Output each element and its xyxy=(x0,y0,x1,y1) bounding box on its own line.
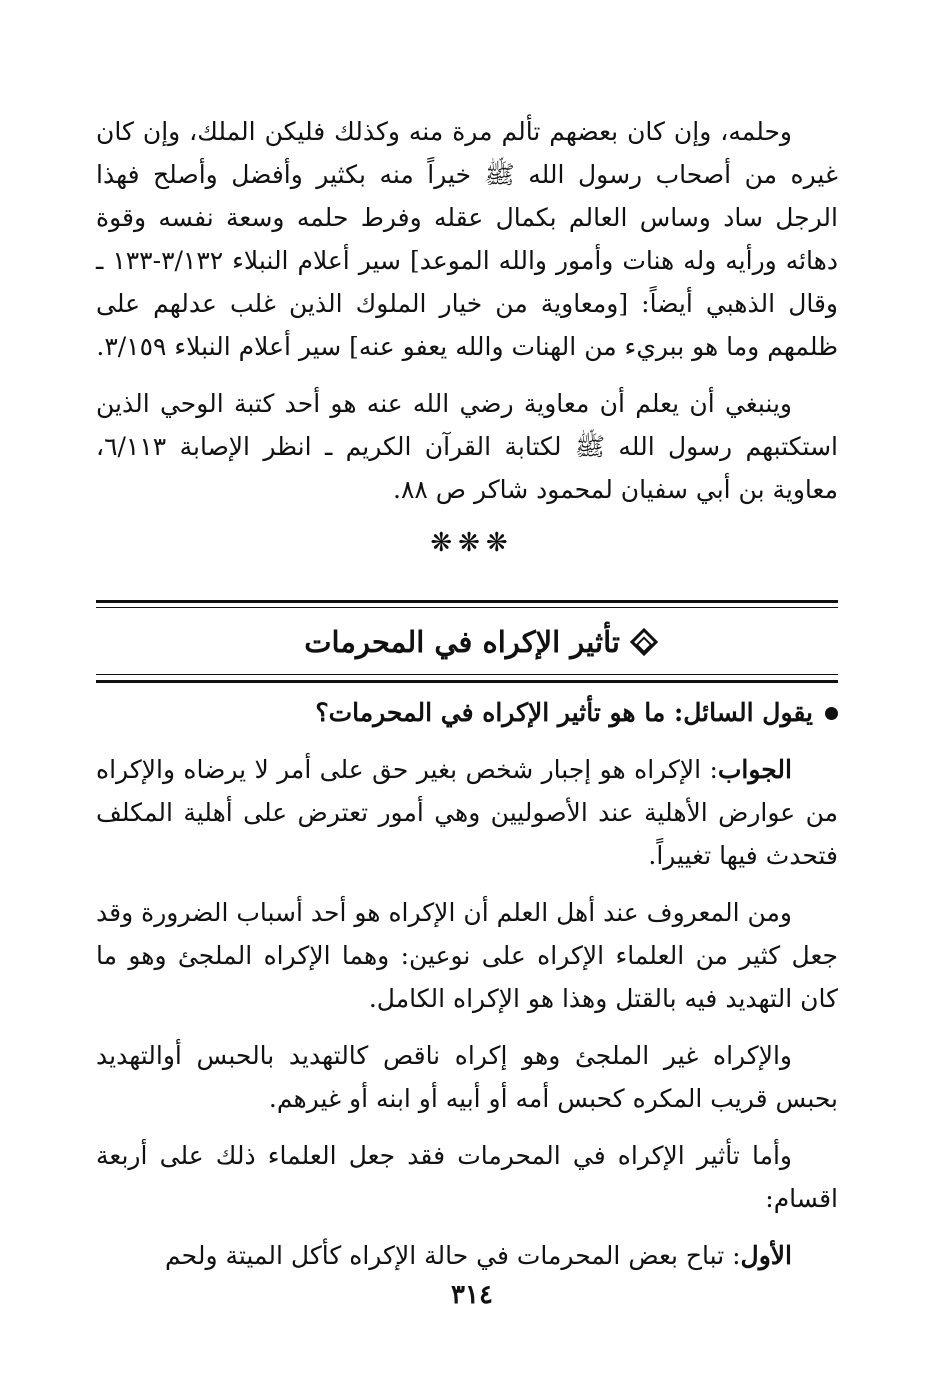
answer-paragraph-2: ومن المعروف عند أهل العلم أن الإكراه هو أحد أسباب الضرورة وقد جعل كثير من العلماء الإكراه على نوعين: وهما الإكراه الملجئ وهو ما كان التهديد فيه بالقتل وهذا هو الإكراه الكامل. xyxy=(96,898,838,1013)
answer-paragraph-1 xyxy=(96,748,838,877)
paragraph-muawiya-scribe: وينبغي أن يعلم أن معاوية رضي الله عنه هو أحد كتبة الوحي الذين استكتبهم رسول الله ﷺ لكتابة القرآن الكريم ـ انظر الإصابة ٦/١١٣، معاوية بن أبي سفيان لمحمود شاكر ص ٨٨. xyxy=(96,389,838,504)
question-line xyxy=(315,690,838,736)
answer-paragraph-3: والإكراه غير الملجئ وهو إكراه ناقص كالتهديد بالحبس أوالتهديد بحبس قريب المكره كحبس أمه أو أبيه أو ابنه أو غيرهم. xyxy=(96,1041,838,1113)
bottom-rule-thick xyxy=(96,680,838,683)
first-category-paragraph xyxy=(96,1234,838,1277)
answer-section xyxy=(96,748,838,1291)
top-rule-thin xyxy=(96,607,838,608)
diamond-icon xyxy=(630,628,658,656)
top-rule-thick xyxy=(96,600,838,603)
first-label: الأول xyxy=(740,1241,792,1270)
section-heading xyxy=(304,616,654,668)
section-separator: ❋❋❋ xyxy=(430,528,514,558)
answer-label: الجواب xyxy=(717,755,792,784)
question-text: يقول السائل: ما هو تأثير الإكراه في المحرمات؟ xyxy=(315,698,813,727)
bottom-rule-thin xyxy=(96,674,838,675)
answer-paragraph-4: وأما تأثير الإكراه في المحرمات فقد جعل العلماء ذلك على أربعة اقسام: xyxy=(96,1141,838,1213)
answer-text-1: : الإكراه هو إجبار شخص بغير حق على أمر لا يرضاه والإكراه من عوارض الأهلية عند الأصوليين وهي أمور تعترض على أهلية المكلف فتحدث فيها تغييراً. xyxy=(96,755,838,870)
page-number: ٣١٤ xyxy=(451,1280,493,1310)
paragraph-muawiya-character: وحلمه، وإن كان بعضهم تألم مرة منه وكذلك فليكن الملك، وإن كان غيره من أصحاب رسول الله ﷺ خيراً منه بكثير وأفضل وأصلح فهذا الرجل ساد وساس العالم بكمال عقله وفرط حلمه وسعة نفسه وقوة دهائه ورأيه وله هنات وأمور والله الموعد] سير أعلام النبلاء ٣/١٣٢-١٣٣ ـ وقال الذهبي أيضاً: [ومعاوية من خيار الملوك الذين غلب عدلهم على ظلمهم وما هو ببريء من الهنات والله يعفو عنه] سير أعلام النبلاء ٣/١٥٩. xyxy=(96,117,838,361)
section-title: تأثير الإكراه في المحرمات xyxy=(304,625,620,659)
first-text: : تباح بعض المحرمات في حالة الإكراه كأكل الميتة ولحم xyxy=(165,1241,741,1270)
bullet-icon xyxy=(825,707,838,720)
